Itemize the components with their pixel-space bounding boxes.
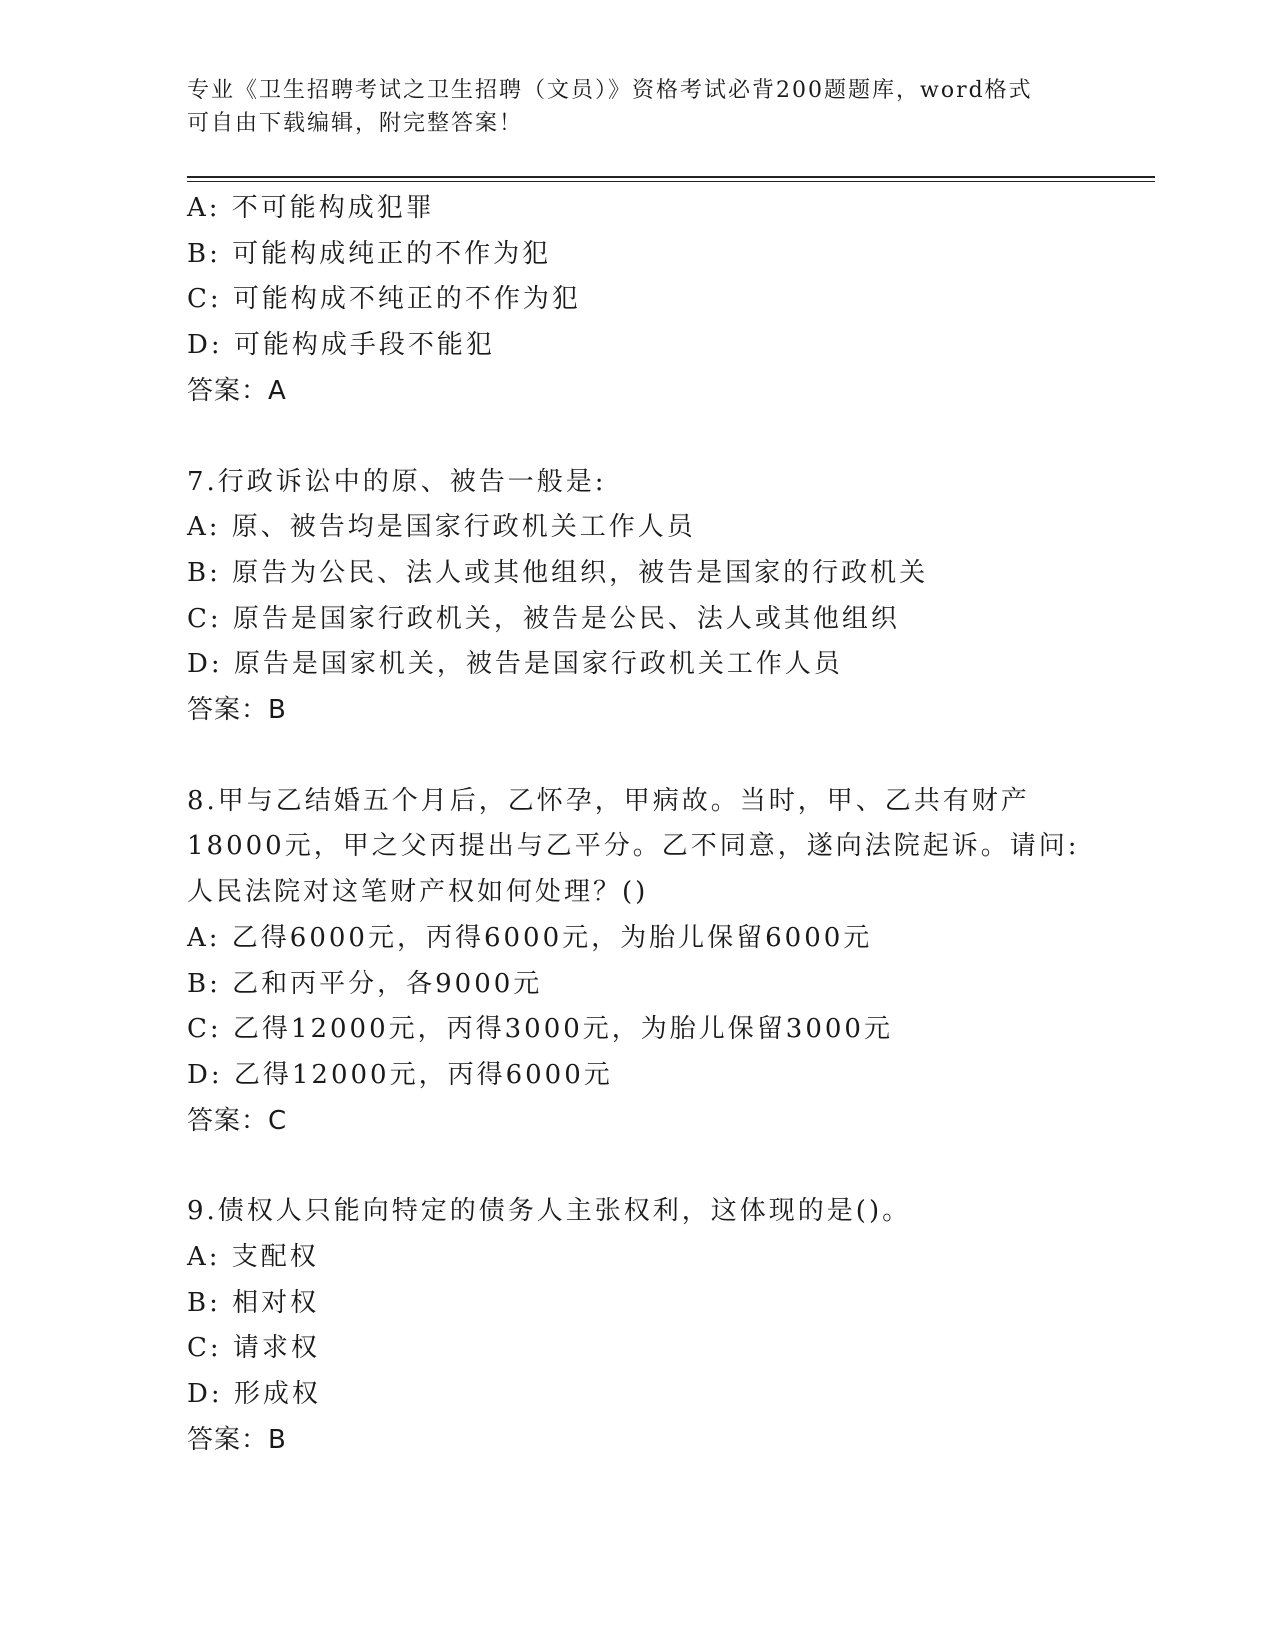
option-c: C: 原告是国家行政机关，被告是公民、法人或其他组织 [187,603,900,634]
page-header [187,74,1087,140]
question-stem-line-2: 18000元，甲之父丙提出与乙平分。乙不同意，遂向法院起诉。请问: [187,831,1080,862]
question-stem: 7.行政诉讼中的原、被告一般是: [187,466,607,497]
header-title-line-1: 专业《卫生招聘考试之卫生招聘（文员）》资格考试必背200题题库，word格式 [187,78,1033,103]
option-c: C: 请求权 [187,1333,320,1364]
option-d: D: 可能构成手段不能犯 [187,330,495,361]
option-d: D: 乙得12000元，丙得6000元 [187,1059,613,1090]
question-7-block [187,460,1155,734]
question-stem-line-1: 8.甲与乙结婚五个月后，乙怀孕，甲病故。当时，甲、乙共有财产 [187,785,1030,816]
question-8-block [187,779,1155,1145]
question-6-block [187,186,1155,415]
option-c: C: 乙得12000元，丙得3000元，为胎儿保留3000元 [187,1014,893,1045]
option-a: A: 乙得6000元，丙得6000元，为胎儿保留6000元 [187,922,873,953]
question-stem: 9.债权人只能向特定的债务人主张权利，这体现的是()。 [187,1196,912,1227]
answer-label: 答案：A [187,375,287,406]
question-stem-line-3: 人民法院对这笔财产权如何处理？() [187,877,649,908]
option-b: B: 可能构成纯正的不作为犯 [187,238,552,269]
option-a: A: 原、被告均是国家行政机关工作人员 [187,512,696,543]
header-divider [187,176,1155,182]
answer-label: 答案：B [187,1424,287,1455]
option-b: B: 原告为公民、法人或其他组织，被告是国家的行政机关 [187,557,929,588]
answer-label: 答案：B [187,695,287,726]
header-title-line-2: 可自由下载编辑，附完整答案！ [187,111,524,136]
option-c: C: 可能构成不纯正的不作为犯 [187,284,581,315]
option-a: A: 不可能构成犯罪 [187,193,435,223]
question-9-block [187,1189,1155,1463]
option-a: A: 支配权 [187,1242,319,1273]
option-d: D: 原告是国家机关，被告是国家行政机关工作人员 [187,649,843,680]
option-b: B: 乙和丙平分，各9000元 [187,968,543,999]
answer-label: 答案：C [187,1105,288,1136]
option-d: D: 形成权 [187,1379,321,1410]
question-list [187,186,1155,1464]
option-b: B: 相对权 [187,1287,320,1318]
